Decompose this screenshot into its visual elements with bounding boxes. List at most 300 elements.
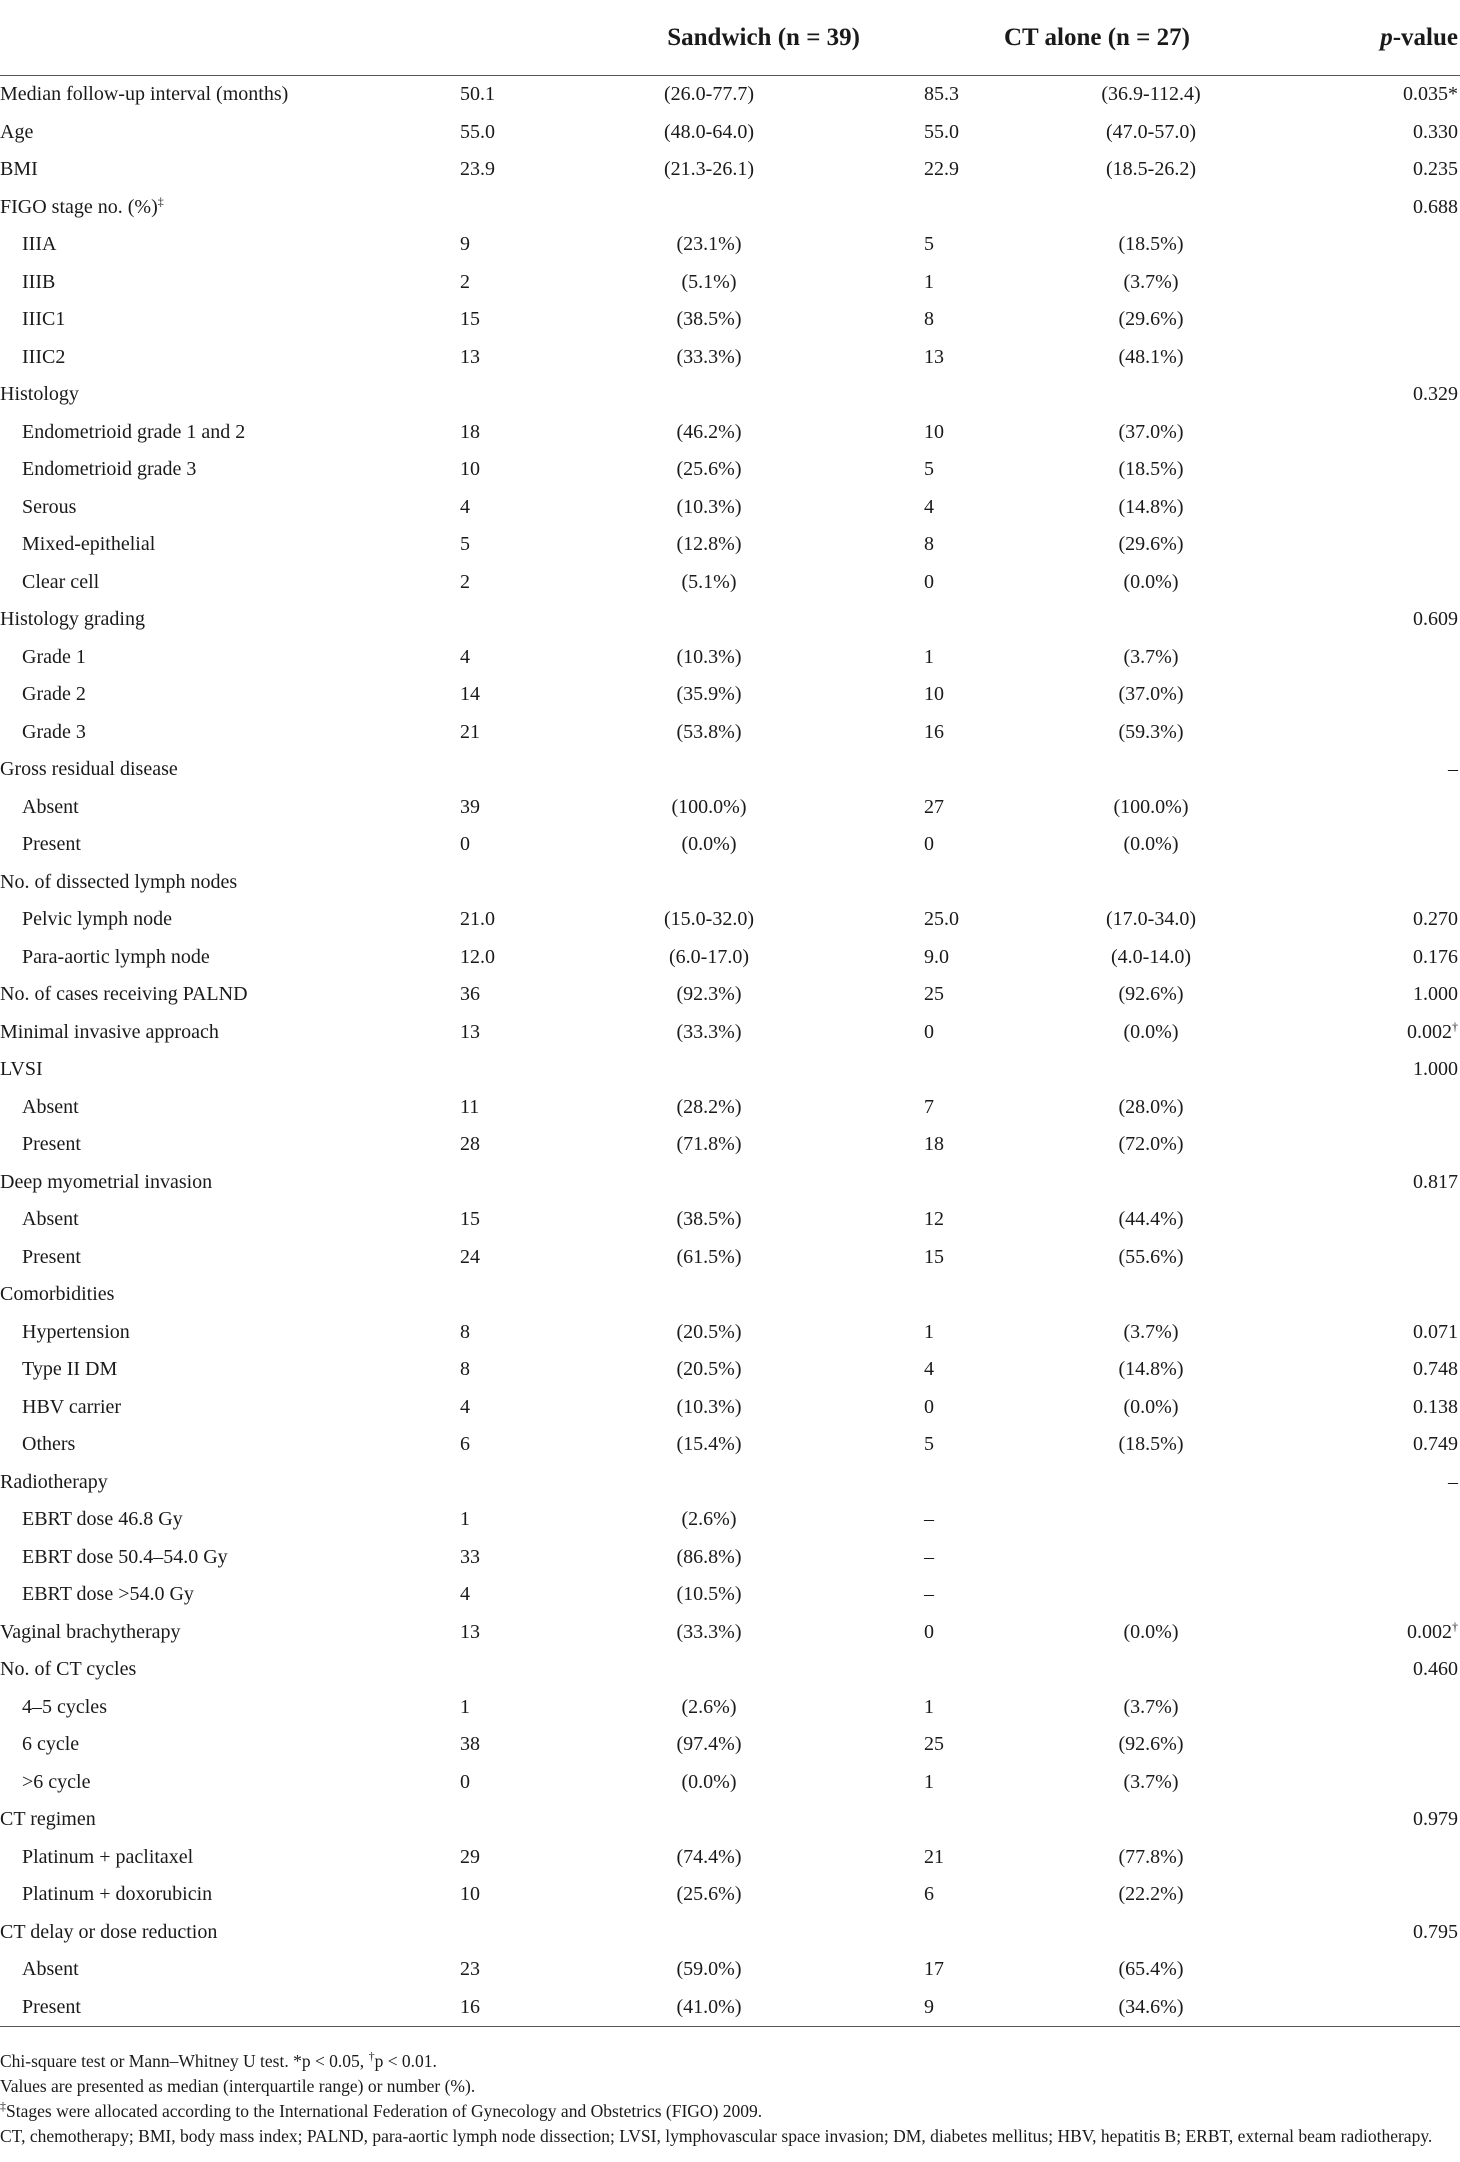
table-row — [0, 1464, 1460, 1502]
sandwich-range — [528, 1801, 890, 1839]
p-value — [1310, 1876, 1460, 1914]
p-value — [1310, 1801, 1460, 1839]
footnote-statistics — [0, 2049, 1454, 2074]
row-label-text: IIIA — [22, 233, 57, 256]
row-label — [0, 1389, 430, 1427]
ct-alone-value — [890, 1801, 992, 1839]
sandwich-range: (33.3%) — [676, 1020, 742, 1043]
table-body — [0, 76, 1460, 2027]
sandwich-value: 0 — [460, 833, 470, 856]
p-value — [1310, 526, 1460, 564]
p-value-text: 0.609 — [1413, 608, 1459, 631]
sandwich-range — [528, 1651, 890, 1689]
table-row — [0, 1389, 1460, 1427]
row-label-text: Pelvic lymph node — [22, 908, 172, 931]
ct-alone-range: (17.0-34.0) — [1106, 908, 1196, 931]
row-label-text: CT delay or dose reduction — [0, 1920, 218, 1943]
sandwich-range: (15.0-32.0) — [664, 908, 754, 931]
p-value — [1310, 714, 1460, 752]
row-label-text: Present — [22, 833, 81, 856]
row-label-text: Age — [0, 120, 34, 143]
table-row — [0, 1689, 1460, 1727]
table-row — [0, 601, 1460, 639]
sandwich-range: (2.6%) — [681, 1695, 737, 1718]
p-value — [1310, 826, 1460, 864]
row-label-text: Endometrioid grade 3 — [22, 458, 197, 481]
ct-alone-range: (0.0%) — [1123, 1395, 1179, 1418]
p-value — [1310, 864, 1460, 902]
p-value — [1310, 114, 1460, 152]
sandwich-value: 38 — [460, 1733, 480, 1756]
ct-alone-value: 15 — [924, 1245, 945, 1268]
ct-alone-range: (18.5%) — [1118, 458, 1184, 481]
sandwich-value: 55.0 — [460, 120, 495, 143]
p-value — [1310, 1501, 1460, 1539]
row-label — [0, 639, 430, 677]
table-row — [0, 489, 1460, 527]
sandwich-range — [528, 376, 890, 414]
row-label-text: IIIB — [22, 270, 56, 293]
p-value — [1310, 489, 1460, 527]
p-value-text: 0.748 — [1413, 1358, 1459, 1381]
row-label-text: No. of CT cycles — [0, 1658, 137, 1681]
sandwich-range: (38.5%) — [676, 1208, 742, 1231]
sandwich-value — [430, 751, 528, 789]
footnote-stages-text: Stages were allocated according to the International Federation of Gynecology and Obstetrics (FIGO) 2009. — [6, 2101, 763, 2121]
ct-alone-range: (14.8%) — [1118, 495, 1184, 518]
ct-alone-range — [992, 601, 1310, 639]
p-value-text: 0.795 — [1413, 1920, 1459, 1943]
ct-alone-value: – — [924, 1508, 935, 1531]
p-value-text: 0.002 — [1407, 1020, 1453, 1043]
p-value-text: 0.330 — [1413, 120, 1459, 143]
ct-alone-value: – — [924, 1545, 935, 1568]
sandwich-value: 21.0 — [460, 908, 495, 931]
sandwich-value — [430, 1801, 528, 1839]
table-row — [0, 376, 1460, 414]
table-row — [0, 1351, 1460, 1389]
ct-alone-range — [992, 1801, 1310, 1839]
p-value — [1310, 1051, 1460, 1089]
header-pvalue-rest: -value — [1392, 23, 1459, 51]
ct-alone-value: 25 — [924, 983, 945, 1006]
row-label — [0, 114, 430, 152]
sandwich-range: (2.6%) — [681, 1508, 737, 1531]
row-label-text: Vaginal brachytherapy — [0, 1620, 181, 1643]
ct-alone-value — [890, 1464, 992, 1502]
table-row — [0, 1876, 1460, 1914]
row-label — [0, 264, 430, 302]
p-value-text: 0.071 — [1413, 1320, 1459, 1343]
p-value — [1310, 1464, 1460, 1502]
row-label — [0, 1051, 430, 1089]
ct-alone-range: (36.9-112.4) — [1101, 83, 1201, 106]
p-value — [1310, 1351, 1460, 1389]
sandwich-value: 39 — [460, 795, 480, 818]
row-label — [0, 676, 430, 714]
ct-alone-value — [890, 1914, 992, 1952]
row-label — [0, 1501, 430, 1539]
ct-alone-range — [992, 1914, 1310, 1952]
sandwich-range — [528, 1276, 890, 1314]
header-sandwich: Sandwich (n = 39) — [430, 0, 890, 76]
ct-alone-range: (92.6%) — [1118, 1733, 1184, 1756]
ct-alone-range — [992, 1276, 1310, 1314]
ct-alone-value — [890, 1651, 992, 1689]
row-label-text: Grade 3 — [22, 720, 86, 743]
ct-alone-range: (3.7%) — [1123, 1320, 1179, 1343]
sandwich-range: (0.0%) — [681, 1770, 737, 1793]
row-label — [0, 226, 430, 264]
ct-alone-value — [890, 1164, 992, 1202]
sandwich-value: 33 — [460, 1545, 480, 1568]
p-value — [1310, 564, 1460, 602]
sandwich-range: (6.0-17.0) — [669, 945, 749, 968]
table-row — [0, 1014, 1460, 1052]
row-label — [0, 1651, 430, 1689]
row-label — [0, 151, 430, 189]
p-value-text: 0.002 — [1407, 1620, 1453, 1643]
ct-alone-value: 9.0 — [924, 945, 950, 968]
ct-alone-range: (37.0%) — [1118, 683, 1184, 706]
row-label-text: EBRT dose 46.8 Gy — [22, 1508, 183, 1531]
sandwich-range: (33.3%) — [676, 1620, 742, 1643]
header-row — [0, 0, 1460, 76]
p-value — [1310, 1201, 1460, 1239]
p-value — [1310, 1651, 1460, 1689]
footnote-statistics-text-b: p < 0.01. — [374, 2051, 437, 2071]
sandwich-value: 8 — [460, 1320, 470, 1343]
row-label-text: IIIC2 — [22, 345, 66, 368]
row-label — [0, 1539, 430, 1577]
row-label — [0, 489, 430, 527]
ct-alone-range — [992, 1164, 1310, 1202]
p-value — [1310, 1689, 1460, 1727]
table-row — [0, 1614, 1460, 1652]
ct-alone-value — [890, 1276, 992, 1314]
ct-alone-value: 6 — [924, 1883, 935, 1906]
header-ct-alone: CT alone (n = 27) — [890, 0, 1310, 76]
row-label-text: Present — [22, 1133, 81, 1156]
sandwich-range — [528, 864, 890, 902]
p-value — [1310, 76, 1460, 114]
p-value — [1310, 1014, 1460, 1052]
row-label-text: Histology — [0, 383, 79, 406]
sandwich-value: 23 — [460, 1958, 480, 1981]
row-label-text: Median follow-up interval (months) — [0, 83, 289, 106]
p-value — [1310, 1276, 1460, 1314]
row-label — [0, 1351, 430, 1389]
p-value — [1310, 1951, 1460, 1989]
row-label-text: EBRT dose >54.0 Gy — [22, 1583, 194, 1606]
sandwich-range: (38.5%) — [676, 308, 742, 331]
sandwich-range: (100.0%) — [671, 795, 747, 818]
p-value-text: 0.138 — [1413, 1395, 1459, 1418]
sandwich-value: 1 — [460, 1695, 470, 1718]
row-label — [0, 76, 430, 114]
ct-alone-range: (4.0-14.0) — [1111, 945, 1191, 968]
table-row — [0, 451, 1460, 489]
row-label-text: Absent — [22, 795, 79, 818]
sandwich-range: (33.3%) — [676, 345, 742, 368]
sandwich-value: 5 — [460, 533, 470, 556]
sandwich-value: 9 — [460, 233, 470, 256]
p-value — [1310, 1764, 1460, 1802]
sandwich-value — [430, 864, 528, 902]
ct-alone-range: (34.6%) — [992, 1989, 1310, 2027]
sandwich-range: (74.4%) — [676, 1845, 742, 1868]
p-value-text: – — [1448, 1470, 1459, 1493]
row-label — [0, 1914, 430, 1952]
row-label — [0, 1801, 430, 1839]
sandwich-range: (21.3-26.1) — [664, 158, 754, 181]
p-value — [1310, 376, 1460, 414]
sandwich-range: (59.0%) — [676, 1958, 742, 1981]
p-value-significance-mark: † — [1452, 1619, 1459, 1634]
sandwich-value: 12.0 — [460, 945, 495, 968]
table-row — [0, 1951, 1460, 1989]
ct-alone-value: 1 — [924, 1320, 935, 1343]
table-header — [0, 0, 1460, 76]
ct-alone-value: 1 — [924, 270, 935, 293]
p-value — [1310, 1839, 1460, 1877]
ct-alone-range — [992, 1501, 1310, 1539]
table-row — [0, 939, 1460, 977]
row-label-text: Minimal invasive approach — [0, 1020, 219, 1043]
sandwich-range: (0.0%) — [681, 833, 737, 856]
row-label-text: FIGO stage no. (%) — [0, 195, 158, 218]
sandwich-value — [430, 1051, 528, 1089]
sandwich-value: 21 — [460, 720, 480, 743]
table-row — [0, 901, 1460, 939]
table-row — [0, 751, 1460, 789]
sandwich-range: (25.6%) — [676, 458, 742, 481]
table-row — [0, 1164, 1460, 1202]
table-row — [0, 1539, 1460, 1577]
footnote-dagger: † — [368, 2049, 375, 2064]
sandwich-value — [430, 1914, 528, 1952]
row-label — [0, 1314, 430, 1352]
ct-alone-range — [992, 376, 1310, 414]
table-row — [0, 1051, 1460, 1089]
sandwich-range: (10.5%) — [676, 1583, 742, 1606]
ct-alone-value: 4 — [924, 495, 935, 518]
row-label — [0, 1726, 430, 1764]
ct-alone-value: 55.0 — [924, 120, 960, 143]
ct-alone-value: 5 — [924, 458, 935, 481]
row-label-text: Mixed-epithelial — [22, 533, 156, 556]
sandwich-value: 29 — [460, 1845, 480, 1868]
table-row — [0, 826, 1460, 864]
row-label-text: HBV carrier — [22, 1395, 122, 1418]
row-label-text: Platinum + doxorubicin — [22, 1883, 213, 1906]
sandwich-value: 36 — [460, 983, 480, 1006]
p-value-text: 0.979 — [1413, 1808, 1459, 1831]
footnote-stages — [0, 2099, 1454, 2124]
ct-alone-range: (18.5-26.2) — [1106, 158, 1196, 181]
sandwich-value: 15 — [460, 308, 480, 331]
ct-alone-range: (29.6%) — [1118, 308, 1184, 331]
sandwich-value — [430, 1164, 528, 1202]
sandwich-range: (53.8%) — [676, 720, 742, 743]
ct-alone-range: (18.5%) — [1118, 233, 1184, 256]
p-value-text: 0.235 — [1413, 158, 1459, 181]
footnote-double-dagger: ‡ — [0, 2099, 6, 2114]
ct-alone-value: 25.0 — [924, 908, 960, 931]
row-label — [0, 451, 430, 489]
row-label — [0, 901, 430, 939]
table-row — [0, 1914, 1460, 1952]
ct-alone-value: – — [924, 1583, 935, 1606]
ct-alone-range: (18.5%) — [1118, 1433, 1184, 1456]
table-row — [0, 1801, 1460, 1839]
p-value-text: 0.270 — [1413, 908, 1459, 931]
ct-alone-value: 5 — [924, 233, 935, 256]
ct-alone-range: (37.0%) — [1118, 420, 1184, 443]
row-label-text: Grade 1 — [22, 645, 86, 668]
ct-alone-value: 21 — [924, 1845, 945, 1868]
sandwich-range: (10.3%) — [676, 1395, 742, 1418]
sandwich-value: 13 — [460, 1020, 480, 1043]
table-row — [0, 864, 1460, 902]
row-label — [0, 1951, 430, 1989]
ct-alone-value: 27 — [924, 795, 945, 818]
p-value — [1310, 901, 1460, 939]
row-label — [0, 1614, 430, 1652]
ct-alone-value: 12 — [924, 1208, 945, 1231]
row-label — [0, 301, 430, 339]
ct-alone-range: (59.3%) — [1118, 720, 1184, 743]
p-value — [1310, 451, 1460, 489]
footnote-values: Values are presented as median (interquartile range) or number (%). — [0, 2076, 476, 2096]
row-label — [0, 1876, 430, 1914]
p-value — [1310, 264, 1460, 302]
table-footnotes — [0, 2049, 1460, 2149]
row-label — [0, 1464, 430, 1502]
sandwich-value: 14 — [460, 683, 480, 706]
p-value — [1310, 1539, 1460, 1577]
table-row — [0, 1426, 1460, 1464]
sandwich-range — [528, 1464, 890, 1502]
row-label-text: No. of cases receiving PALND — [0, 983, 248, 1006]
ct-alone-range — [992, 1051, 1310, 1089]
sandwich-range — [528, 601, 890, 639]
ct-alone-range — [992, 189, 1310, 227]
row-label — [0, 414, 430, 452]
ct-alone-range: (0.0%) — [1123, 833, 1179, 856]
ct-alone-range: (48.1%) — [1118, 345, 1184, 368]
ct-alone-range — [992, 1464, 1310, 1502]
ct-alone-value — [890, 751, 992, 789]
row-label — [0, 1689, 430, 1727]
ct-alone-range: (65.4%) — [1118, 1958, 1184, 1981]
table-row — [0, 189, 1460, 227]
table-row — [0, 1764, 1460, 1802]
p-value-text: 0.817 — [1413, 1170, 1459, 1193]
sandwich-range: (86.8%) — [676, 1545, 742, 1568]
table-row — [0, 1239, 1460, 1277]
sandwich-range: (28.2%) — [676, 1095, 742, 1118]
ct-alone-value: 1 — [924, 1695, 935, 1718]
table-row — [0, 1651, 1460, 1689]
p-value — [1310, 676, 1460, 714]
ct-alone-range: (55.6%) — [1118, 1245, 1184, 1268]
p-value — [1310, 226, 1460, 264]
sandwich-value: 13 — [460, 345, 480, 368]
ct-alone-range — [992, 1576, 1310, 1614]
table-row — [0, 151, 1460, 189]
table-row — [0, 264, 1460, 302]
sandwich-range: (35.9%) — [676, 683, 742, 706]
row-label-text: EBRT dose 50.4–54.0 Gy — [22, 1545, 228, 1568]
ct-alone-range: (29.6%) — [1118, 533, 1184, 556]
ct-alone-range — [992, 751, 1310, 789]
row-label — [0, 1576, 430, 1614]
ct-alone-range: (92.6%) — [1118, 983, 1184, 1006]
sandwich-range: (97.4%) — [676, 1733, 742, 1756]
ct-alone-value: 16 — [924, 720, 945, 743]
row-label-text: Present — [22, 1995, 81, 2018]
row-label — [0, 976, 430, 1014]
ct-alone-range: (14.8%) — [1118, 1358, 1184, 1381]
ct-alone-value: 10 — [924, 683, 945, 706]
sandwich-value: 10 — [460, 1883, 480, 1906]
ct-alone-value: 25 — [924, 1733, 945, 1756]
ct-alone-range: (100.0%) — [1113, 795, 1189, 818]
ct-alone-value: 85.3 — [924, 83, 960, 106]
ct-alone-value: 0 — [924, 570, 935, 593]
sandwich-range: (23.1%) — [676, 233, 742, 256]
row-label — [0, 1839, 430, 1877]
ct-alone-value: 0 — [924, 1620, 935, 1643]
row-label-text: No. of dissected lymph nodes — [0, 870, 238, 893]
p-value-text: 0.035* — [1403, 83, 1459, 106]
ct-alone-range: (44.4%) — [1118, 1208, 1184, 1231]
sandwich-value: 0 — [460, 1770, 470, 1793]
sandwich-range: (26.0-77.7) — [664, 83, 754, 106]
sandwich-range: (41.0%) — [528, 1989, 890, 2027]
table-row — [0, 301, 1460, 339]
table-row — [0, 114, 1460, 152]
sandwich-range: (10.3%) — [676, 495, 742, 518]
row-label — [0, 376, 430, 414]
ct-alone-value: 1 — [924, 1770, 935, 1793]
row-label-text: Present — [22, 1245, 81, 1268]
table-row — [0, 1989, 1460, 2027]
sandwich-value: 2 — [460, 570, 470, 593]
sandwich-range: (10.3%) — [676, 645, 742, 668]
table-row — [0, 1726, 1460, 1764]
row-label — [0, 1426, 430, 1464]
row-label-text: Absent — [22, 1095, 79, 1118]
sandwich-value: 13 — [460, 1620, 480, 1643]
table-row — [0, 1201, 1460, 1239]
p-value — [1310, 1164, 1460, 1202]
table-row — [0, 789, 1460, 827]
p-value — [1310, 601, 1460, 639]
sandwich-range: (92.3%) — [676, 983, 742, 1006]
footnote-abbreviations: CT, chemotherapy; BMI, body mass index; PALND, para-aortic lymph node dissection; LVSI, lymphovascular space invasion; DM, diabetes mellitus; HBV, hepatitis B; ERBT, external beam radiotherapy. — [0, 2126, 1433, 2146]
sandwich-value: 28 — [460, 1133, 480, 1156]
row-label-text: Radiotherapy — [0, 1470, 108, 1493]
p-value — [1310, 1914, 1460, 1952]
table-row — [0, 226, 1460, 264]
sandwich-value — [430, 189, 528, 227]
table-row — [0, 676, 1460, 714]
ct-alone-value: 8 — [924, 308, 935, 331]
row-label — [0, 714, 430, 752]
row-label-text: Others — [22, 1433, 76, 1456]
